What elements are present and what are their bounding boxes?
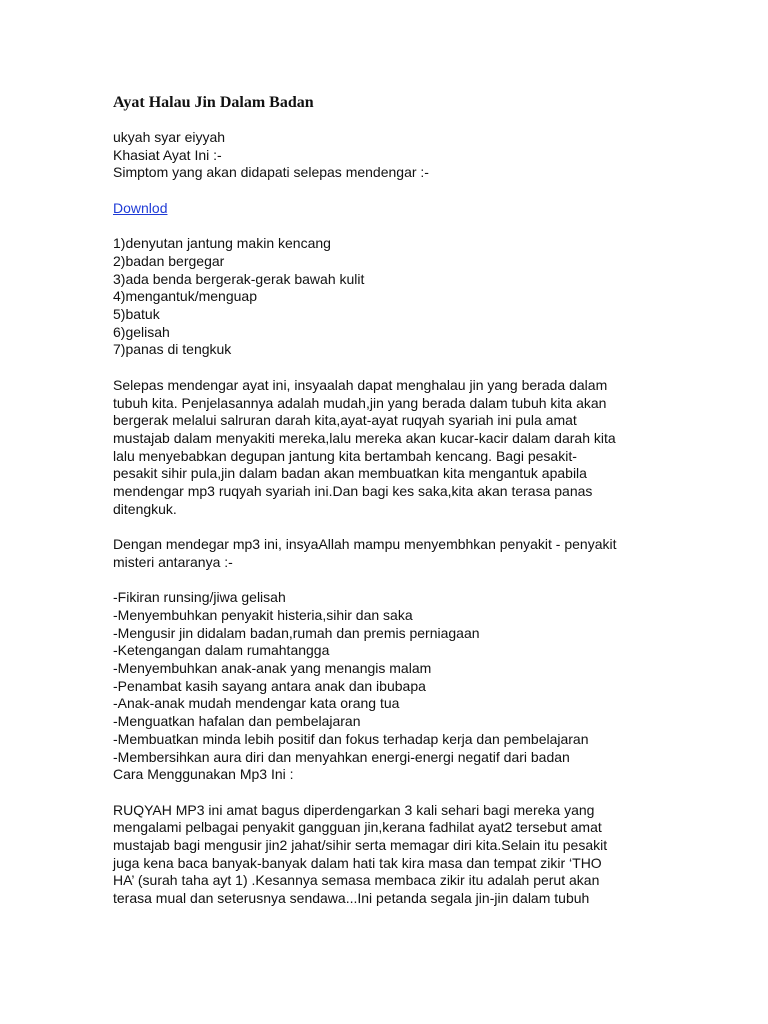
page-title: Ayat Halau Jin Dalam Badan	[113, 94, 314, 111]
list-item: -Mengusir jin didalam badan,rumah dan premis perniagaan	[113, 624, 480, 641]
paragraph-line: juga kena baca banyak-banyak dalam hati tak kira masa dan tempat zikir ‘THO	[113, 854, 602, 871]
list-item: -Menyembuhkan penyakit histeria,sihir dan saka	[113, 606, 413, 623]
list-item: 6)gelisah	[113, 323, 170, 340]
paragraph-line: ditengkuk.	[113, 500, 177, 517]
download-block	[113, 200, 673, 218]
intro-line: Simptom yang akan didapati selepas mendengar :-	[113, 164, 429, 181]
intro-block	[113, 129, 673, 182]
paragraph-line: mustajab bagi mengusir jin2 jahat/sihir serta memagar diri kita.Selain itu pesakit	[113, 837, 608, 854]
list-item: -Fikiran runsing/jiwa gelisah	[113, 589, 286, 606]
list-item: -Menguatkan hafalan dan pembelajaran	[113, 713, 361, 730]
paragraph-line: Selepas mendengar ayat ini, insyaalah dapat menghalau jin yang berada dalam	[113, 376, 608, 393]
list-item: -Membersihkan aura diri dan menyahkan energi-energi negatif dari badan	[113, 748, 570, 765]
list-item: -Membuatkan minda lebih positif dan fokus terhadap kerja dan pembelajaran	[113, 730, 589, 747]
list-item: -Penambat kasih sayang antara anak dan ibubapa	[113, 677, 426, 694]
paragraph-explanation	[113, 377, 673, 519]
list-item: 2)badan bergegar	[113, 252, 225, 269]
list-item: -Ketengangan dalam rumahtangga	[113, 642, 330, 659]
intro-line: ukyah syar eiyyah	[113, 129, 226, 145]
paragraph-line: mengalami pelbagai penyakit gangguan jin,kerana fadhilat ayat2 tersebut amat	[113, 819, 602, 836]
list-item: -Anak-anak mudah mendengar kata orang tua	[113, 695, 400, 712]
paragraph-line: bergerak melalui salruran darah kita,ayat-ayat ruqyah syariah ini pula amat	[113, 412, 577, 429]
download-link[interactable]: Downlod	[113, 199, 168, 216]
benefit-list	[113, 589, 673, 784]
paragraph-line: RUQYAH MP3 ini amat bagus diperdengarkan 3 kali sehari bagi mereka yang	[113, 801, 595, 818]
paragraph-line: mustajab dalam menyakiti mereka,lalu mereka akan kucar-kacir dalam darah kita	[113, 429, 616, 446]
list-item: 3)ada benda bergerak-gerak bawah kulit	[113, 270, 365, 287]
list-item: 7)panas di tengkuk	[113, 341, 232, 358]
document-page	[113, 93, 673, 926]
list-item: 5)batuk	[113, 306, 160, 322]
paragraph-line: lalu menyebabkan degupan jantung kita bertambah kencang. Bagi pesakit-	[113, 447, 577, 464]
list-item: -Menyembuhkan anak-anak yang menangis malam	[113, 660, 432, 677]
paragraph-line: Dengan mendegar mp3 ini, insyaAllah mampu menyembhkan penyakit - penyakit	[113, 536, 617, 553]
paragraph-intro-benefits	[113, 536, 673, 571]
list-item: 4)mengantuk/menguap	[113, 288, 257, 305]
list-item: 1)denyutan jantung makin kencang	[113, 235, 331, 252]
paragraph-line: misteri antaranya :-	[113, 553, 233, 570]
paragraph-usage	[113, 802, 673, 908]
paragraph-line: pesakit sihir pula,jin dalam badan akan membuatkan kita mengantuk apabila	[113, 465, 587, 482]
paragraph-line: mendengar mp3 ruqyah syariah ini.Dan bagi kes saka,kita akan terasa panas	[113, 483, 593, 500]
section-heading: Cara Menggunakan Mp3 Ini :	[113, 766, 294, 783]
paragraph-line: terasa mual dan seterusnya sendawa...Ini petanda segala jin-jin dalam tubuh	[113, 890, 590, 907]
paragraph-line: tubuh kita. Penjelasannya adalah mudah,jin yang berada dalam tubuh kita akan	[113, 394, 607, 411]
intro-line: Khasiat Ayat Ini :-	[113, 146, 222, 163]
symptom-list	[113, 235, 673, 359]
paragraph-line: HA’ (surah taha ayt 1) .Kesannya semasa membaca zikir itu adalah perut akan	[113, 872, 600, 889]
